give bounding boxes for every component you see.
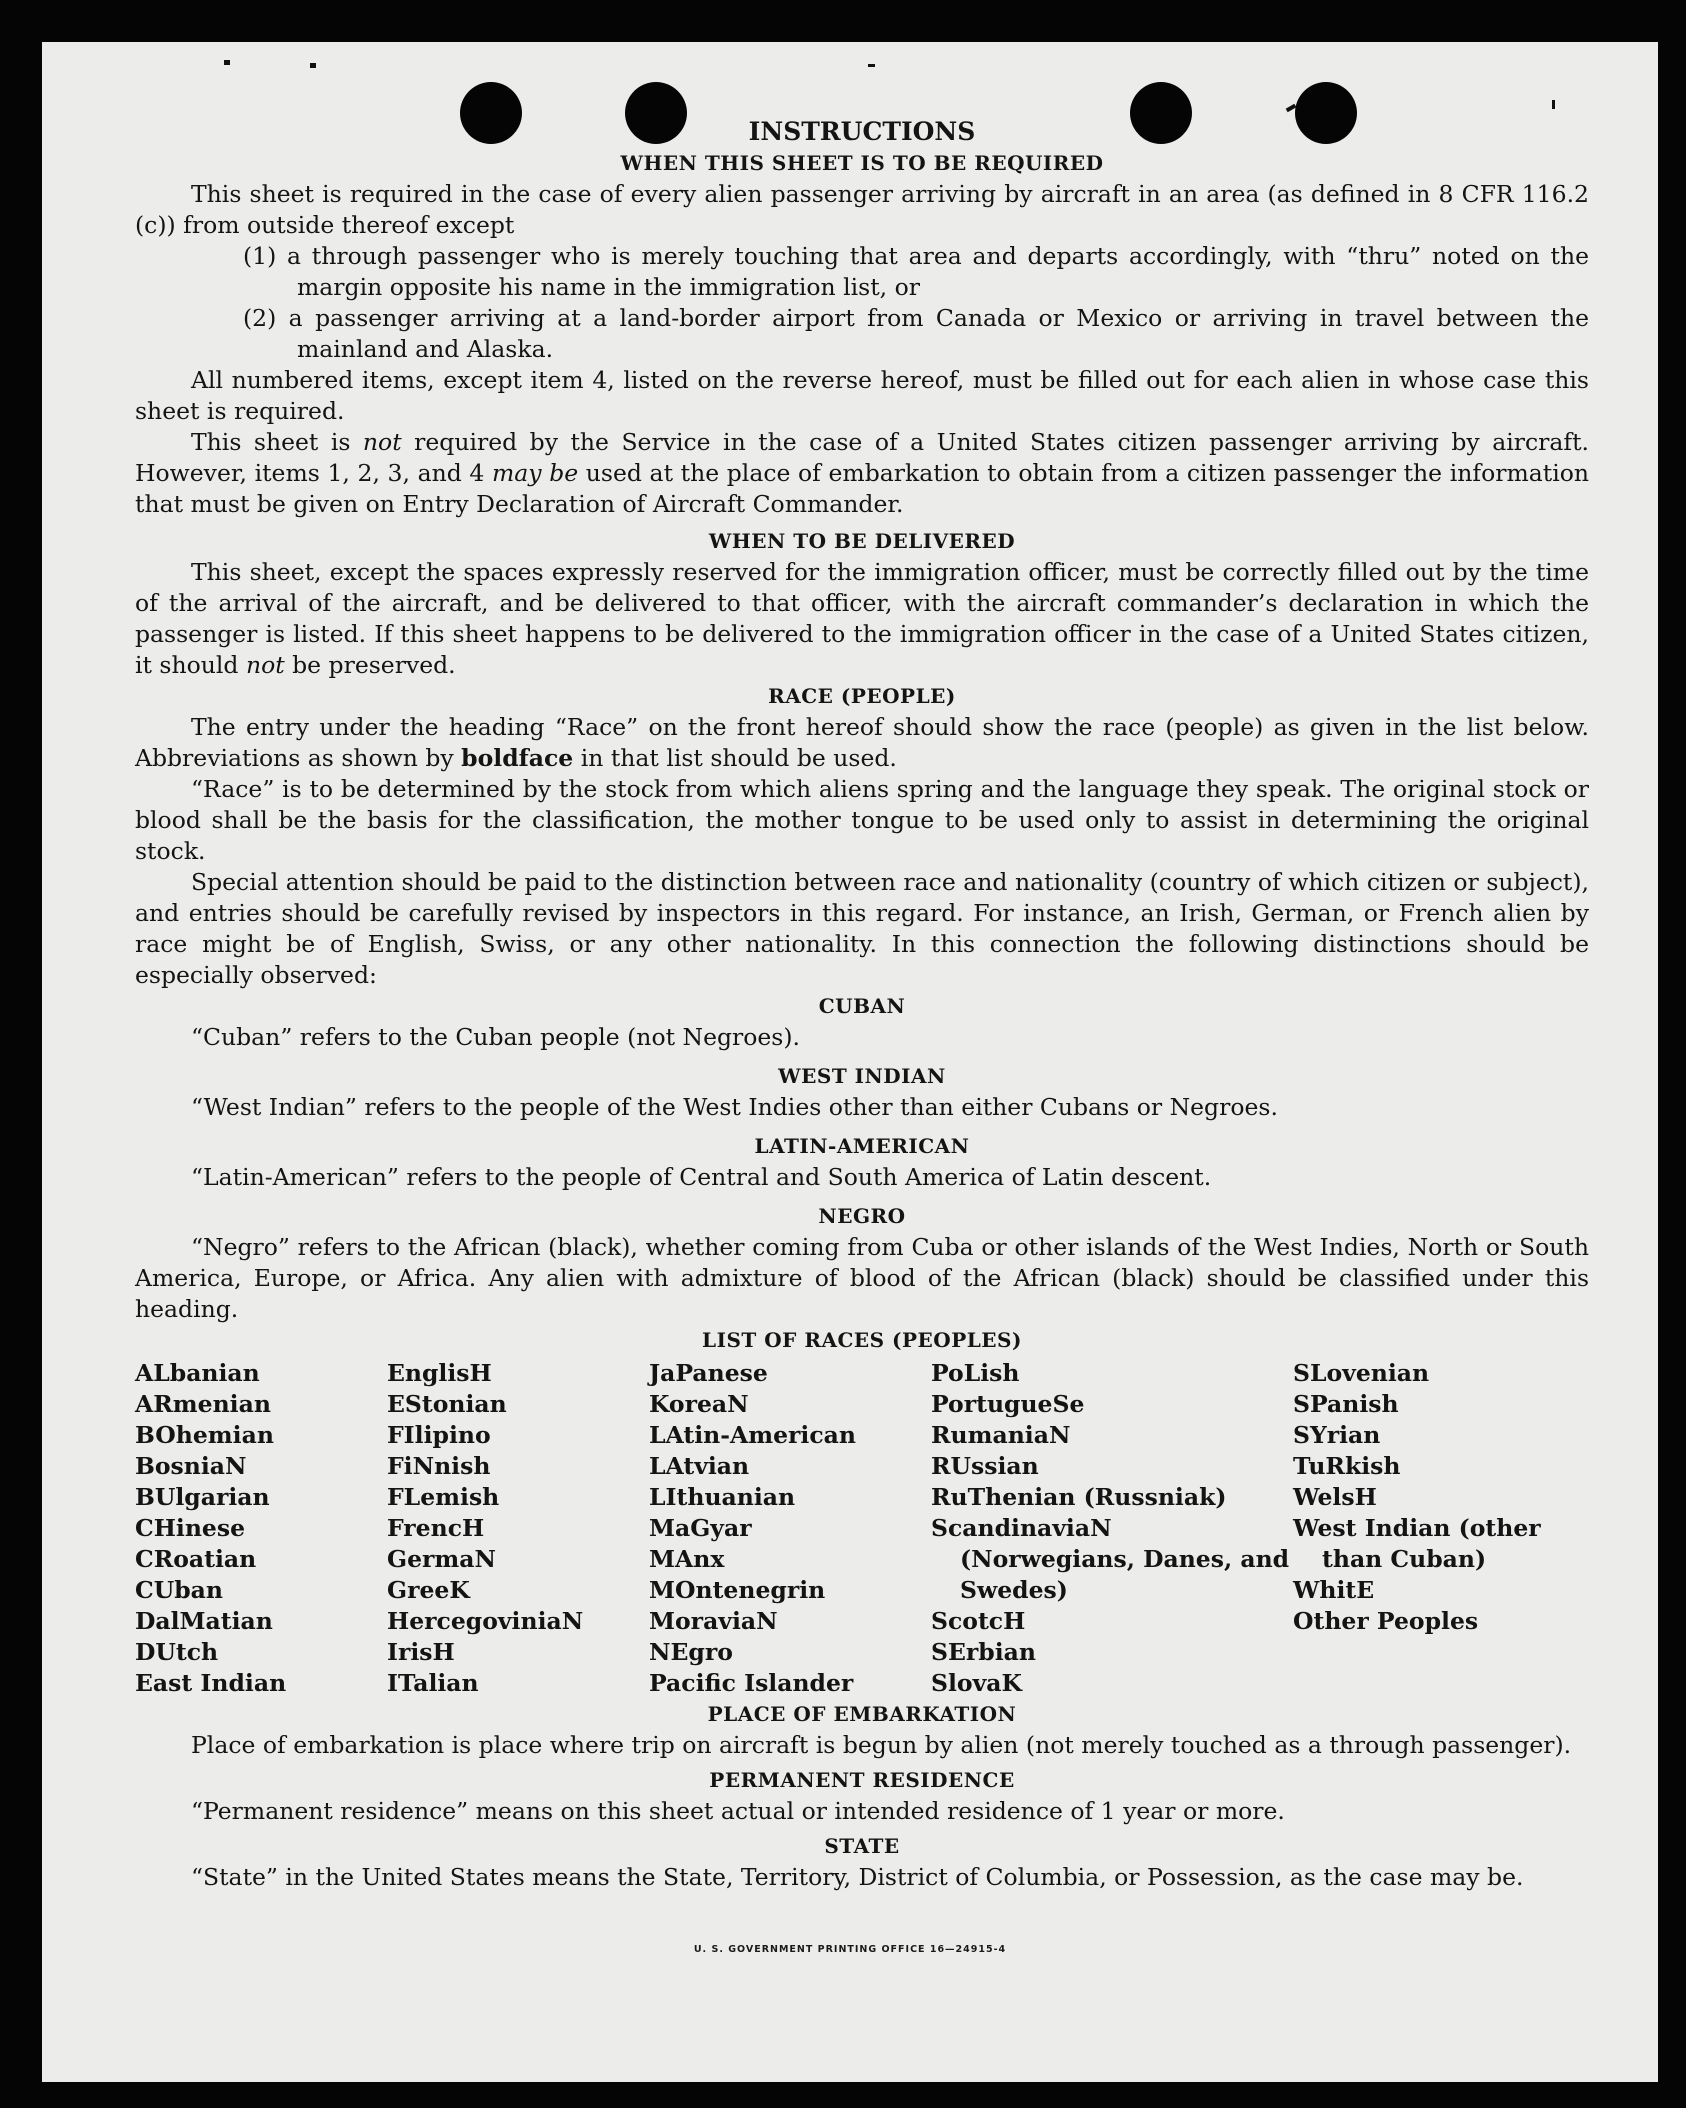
race-entry: DUtch <box>135 1638 219 1666</box>
section-heading-required: WHEN THIS SHEET IS TO BE REQUIRED <box>620 151 1104 175</box>
ink-speck <box>224 60 230 65</box>
cuban-definition: “Cuban” refers to the Cuban people (not Negroes). <box>191 1023 801 1051</box>
race-entry: BOhemian <box>135 1421 274 1449</box>
race-entry: GreeK <box>387 1576 470 1604</box>
race-entry: PoLish <box>931 1359 1020 1387</box>
race-entry: RumaniaN <box>931 1421 1071 1449</box>
race-entry: CHinese <box>135 1514 246 1542</box>
required-citizen-paragraph: This sheet is not required by the Service in the case of a United States citizen passenger arriving by aircraft. However, items 1, 2, 3, and 4 may be used at the place of embarkation to obtain from a citizen passenger the information that must be given on Entry Declaration of Aircraft Commander. <box>135 428 1589 518</box>
section-heading-latin-american: LATIN-AMERICAN <box>754 1134 970 1158</box>
printing-office-footer: U. S. GOVERNMENT PRINTING OFFICE 16—24915-4 <box>693 1944 1007 1955</box>
races-column <box>387 1358 649 1699</box>
race-entry: ScotcH <box>931 1607 1026 1635</box>
race-entry: MaGyar <box>649 1514 752 1542</box>
races-column <box>649 1358 931 1699</box>
race-entry: East Indian <box>135 1669 287 1697</box>
race-entry: RuThenian (Russniak) <box>931 1483 1227 1511</box>
race-entry: CUban <box>135 1576 223 1604</box>
race-entry: LAtvian <box>649 1452 750 1480</box>
residence-definition: “Permanent residence” means on this sheet actual or intended residence of 1 year or more. <box>191 1797 1285 1825</box>
race-entry: BosniaN <box>135 1452 247 1480</box>
section-heading-west-indian: WEST INDIAN <box>778 1064 946 1088</box>
race-entry: LIthuanian <box>649 1483 796 1511</box>
race-paragraph-3: Special attention should be paid to the distinction between race and nationality (country of which citizen or subject), and entries should be carefully revised by inspectors in this regard. For instance, an Irish, German, or French alien by race might be of English, Swiss, or any other nationality. In this connection the following distinctions should be especially observed: <box>135 868 1589 989</box>
section-heading-embarkation: PLACE OF EMBARKATION <box>707 1702 1017 1726</box>
page-title: INSTRUCTIONS <box>748 117 976 146</box>
section-heading-race: RACE (PEOPLE) <box>768 684 956 708</box>
race-entry: Other Peoples <box>1293 1607 1479 1635</box>
race-entry: ScandinaviaN (Norwegians, Danes, and Swedes) <box>931 1514 1290 1604</box>
race-entry: MAnx <box>649 1545 725 1573</box>
race-entry: Pacific Islander <box>649 1669 854 1697</box>
races-column <box>931 1358 1293 1699</box>
race-entry: DalMatian <box>135 1607 273 1635</box>
race-entry: FLemish <box>387 1483 500 1511</box>
race-entry: CRoatian <box>135 1545 257 1573</box>
race-entry: EStonian <box>387 1390 507 1418</box>
race-entry: EnglisH <box>387 1359 492 1387</box>
races-list <box>135 1358 1589 1699</box>
required-exception-2: (2) a passenger arriving at a land-border airport from Canada or Mexico or arriving in travel between the mainland and Alaska. <box>243 304 1589 363</box>
race-entry: FrencH <box>387 1514 485 1542</box>
race-entry: IrisH <box>387 1638 455 1666</box>
required-intro: This sheet is required in the case of every alien passenger arriving by aircraft in an area (as defined in 8 CFR 116.2 (c)) from outside thereof except <box>135 180 1589 239</box>
race-entry: SPanish <box>1293 1390 1399 1418</box>
west-indian-definition: “West Indian” refers to the people of the West Indies other than either Cubans or Negroes. <box>191 1093 1278 1121</box>
race-entry: ITalian <box>387 1669 479 1697</box>
latin-american-definition: “Latin-American” refers to the people of Central and South America of Latin descent. <box>191 1163 1212 1191</box>
race-entry: HercegoviniaN <box>387 1607 584 1635</box>
section-heading-negro: NEGRO <box>818 1204 906 1228</box>
race-entry: LAtin-American <box>649 1421 856 1449</box>
race-entry: PortugueSe <box>931 1390 1085 1418</box>
race-entry: SYrian <box>1293 1421 1381 1449</box>
race-entry: FIlipino <box>387 1421 491 1449</box>
required-numbered-items: All numbered items, except item 4, listed on the reverse hereof, must be filled out for each alien in whose case this sheet is required. <box>135 366 1589 425</box>
race-entry: BUlgarian <box>135 1483 270 1511</box>
state-definition: “State” in the United States means the State, Territory, District of Columbia, or Possession, as the case may be. <box>191 1863 1524 1891</box>
embarkation-definition: Place of embarkation is place where trip on aircraft is begun by alien (not merely touched as a through passenger). <box>191 1731 1572 1759</box>
section-heading-residence: PERMANENT RESIDENCE <box>709 1768 1015 1792</box>
delivered-paragraph: This sheet, except the spaces expressly reserved for the immigration officer, must be correctly filled out by the time of the arrival of the aircraft, and be delivered to that officer, with the aircraft commander’s declaration in which the passenger is listed. If this sheet happens to be delivered to the immigration officer in the case of a United States citizen, it should not be preserved. <box>135 558 1589 679</box>
race-entry: ARmenian <box>135 1390 271 1418</box>
race-entry: SErbian <box>931 1638 1036 1666</box>
races-column <box>135 1358 387 1699</box>
race-entry: ALbanian <box>135 1359 260 1387</box>
section-heading-races-list: LIST OF RACES (PEOPLES) <box>702 1328 1022 1352</box>
race-entry: WelsH <box>1293 1483 1377 1511</box>
race-entry: SLovenian <box>1293 1359 1430 1387</box>
document-sheet <box>42 42 1658 2082</box>
races-column <box>1293 1358 1589 1699</box>
race-entry: JaPanese <box>649 1359 768 1387</box>
section-heading-state: STATE <box>824 1834 900 1858</box>
race-entry: GermaN <box>387 1545 496 1573</box>
required-exception-1: (1) a through passenger who is merely touching that area and departs accordingly, with “thru” noted on the margin opposite his name in the immigration list, or <box>243 242 1589 301</box>
instructions-content <box>135 116 1589 1893</box>
race-entry: SlovaK <box>931 1669 1022 1697</box>
race-entry: MOntenegrin <box>649 1576 826 1604</box>
race-paragraph-2: “Race” is to be determined by the stock from which aliens spring and the language they speak. The original stock or blood shall be the basis for the classification, the mother tongue to be used only to assist in determining the original stock. <box>135 775 1589 865</box>
race-entry: NEgro <box>649 1638 733 1666</box>
race-entry: MoraviaN <box>649 1607 778 1635</box>
section-heading-delivered: WHEN TO BE DELIVERED <box>708 529 1016 553</box>
negro-definition: “Negro” refers to the African (black), whether coming from Cuba or other islands of the West Indies, North or South America, Europe, or Africa. Any alien with admixture of blood of the African (black) should be classified under this heading. <box>135 1233 1589 1323</box>
ink-speck <box>310 63 316 68</box>
race-entry: WhitE <box>1293 1576 1375 1604</box>
race-entry: TuRkish <box>1293 1452 1401 1480</box>
race-entry: RUssian <box>931 1452 1039 1480</box>
race-paragraph-1: The entry under the heading “Race” on the front hereof should show the race (people) as given in the list below. Abbreviations as shown by boldface in that list should be used. <box>135 713 1589 772</box>
section-heading-cuban: CUBAN <box>818 994 906 1018</box>
ink-speck <box>1552 100 1555 109</box>
race-entry: West Indian (other than Cuban) <box>1293 1514 1541 1573</box>
ink-speck <box>868 64 875 67</box>
race-entry: KoreaN <box>649 1390 749 1418</box>
race-entry: FiNnish <box>387 1452 491 1480</box>
